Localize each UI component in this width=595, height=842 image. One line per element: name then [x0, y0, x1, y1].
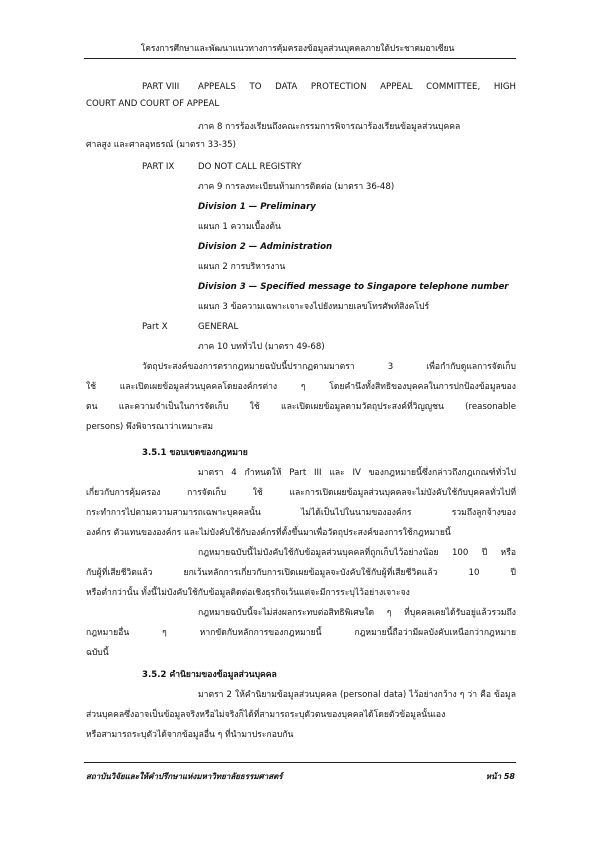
footer-rule	[84, 762, 516, 763]
paragraph-line: ฉบับนี้	[86, 648, 109, 658]
part8-label: PART VIII	[142, 82, 180, 92]
part9-title: DO NOT CALL REGISTRY	[198, 162, 302, 172]
partx-thai: ภาค 10 บททั่วไป (มาตรา 49-68)	[198, 342, 325, 352]
division2-en: Division 2 — Administration	[198, 242, 333, 252]
part8-title-cont: COURT AND COURT OF APPEAL	[86, 99, 220, 109]
purpose-line: วัตถุประสงค์ของการตรากฎหมายฉบับนี้ปรากฏตามมาตรา 3 เพื่อกำกับดูแลการจัดเก็บ	[142, 362, 516, 372]
part9-label: PART IX	[142, 162, 175, 172]
paragraph-line: หรือสามารถระบุตัวได้จากข้อมูลอื่น ๆ ที่นำมาประกอบกัน	[86, 730, 294, 740]
paragraph-line: องค์กร ตัวแทนขององค์กร และไม่บังคับใช้กับองค์กรที่ตั้งขึ้นมาเพื่อวัตถุประสงค์ของการใช้กฎหมายนี้	[86, 528, 451, 538]
part8-thai-cont: ศาลสูง และศาลอุทธรณ์ (มาตรา 33-35)	[86, 140, 237, 150]
division3-en: Division 3 — Specified message to Singapore telephone number	[198, 282, 509, 292]
purpose-line: ใช้ และเปิดเผยข้อมูลส่วนบุคคลโดยองค์กรต่าง ๆ โดยคำนึงทั้งสิทธิของบุคคลในการปกป้องข้อมูลของ	[86, 382, 516, 392]
division1-th: แผนก 1 ความเบื้องต้น	[198, 222, 281, 232]
partx-label: Part X	[142, 322, 168, 332]
running-header: โครงการศึกษาและพัฒนาแนวทางการคุ้มครองข้อมูลส่วนบุคคลภายใต้ประชาคมอาเซียน	[140, 44, 455, 54]
purpose-line: ตน และความจำเป็นในการจัดเก็บ ใช้ และเปิดเผยข้อมูลตามวัตถุประสงค์ที่วิญญูชน (reasonable	[86, 402, 516, 412]
purpose-line: persons) พึงพิจารณาว่าเหมาะสม	[86, 422, 214, 432]
part8-thai: ภาค 8 การร้องเรียนถึงคณะกรรมการพิจารณาร้องเรียนข้อมูลส่วนบุคคล	[198, 122, 461, 132]
division1-en: Division 1 — Preliminary	[198, 202, 316, 212]
partx-title: GENERAL	[198, 322, 239, 332]
division3-th: แผนก 3 ข้อความเฉพาะเจาะจงไปยังหมายเลขโทรศัพท์สิงคโปร์	[198, 302, 430, 312]
paragraph-line: ส่วนบุคคลซึ่งอาจเป็นข้อมูลจริงหรือไม่จริงก็ได้ที่สามารถระบุตัวตนของบุคคลได้โดยตัวข้อมูลนั้นเอง	[86, 710, 446, 720]
paragraph-line: กฎหมายอื่น ๆ หากขัดกับหลักการของกฎหมายนี้ กฎหมายนี้ถือว่ามีผลบังคับเหนือกว่ากฎหมาย	[86, 628, 516, 638]
header-rule	[84, 58, 516, 59]
paragraph-line: มาตรา 2 ให้คำนิยามข้อมูลส่วนบุคคล (personal data) ไว้อย่างกว้าง ๆ ว่า คือ ข้อมูล	[198, 690, 516, 700]
paragraph-line: กฎหมายฉบับนี้ไม่บังคับใช้กับข้อมูลส่วนบุคคลที่ถูกเก็บไว้อย่างน้อย 100 ปี หรือ	[198, 548, 516, 558]
part9-thai: ภาค 9 การลงทะเบียนห้ามการติดต่อ (มาตรา 36-48)	[198, 182, 395, 192]
part8-title: APPEALS TO DATA PROTECTION APPEAL COMMITTEE, HIGH	[198, 82, 516, 92]
paragraph-line: กับผู้ที่เสียชีวิตแล้ว ยกเว้นหลักการเกี่ยวกับการเปิดเผยข้อมูลจะบังคับใช้กับผู้ที่เสียชีวิตแล้ว 10 ปี	[86, 568, 516, 578]
section-heading: 3.5.1 ขอบเขตของกฎหมาย	[142, 448, 248, 458]
footer-institute: สถาบันวิจัยและให้คำปรึกษาแห่งมหาวิทยาลัยธรรมศาสตร์	[86, 772, 283, 781]
paragraph-line: กฎหมายฉบับนี้จะไม่ส่งผลกระทบต่อสิทธิพิเศษใด ๆ ที่บุคคลเคยได้รับอยู่แล้วรวมถึง	[198, 608, 516, 618]
paragraph-line: มาตรา 4 กำหนดให้ Part III และ IV ของกฎหมายนี้ซึ่งกล่าวถึงกฎเกณฑ์ทั่วไป	[198, 468, 516, 478]
page-number: หน้า 58	[485, 772, 515, 781]
paragraph-line: กระทำการไปตามความสามารถเฉพาะบุคคลนั้น ไม่ได้เป็นไปในนามขององค์กร รวมถึงลูกจ้างของ	[86, 508, 516, 518]
paragraph-line: หรือต่ำกว่านั้น ทั้งนี้ไม่บังคับใช้กับข้อมูลติดต่อเชิงธุรกิจเว้นแต่จะมีการระบุไว้อย่างเจาะจง	[86, 588, 410, 598]
paragraph-line: เกี่ยวกับการคุ้มครอง การจัดเก็บ ใช้ และการเปิดเผยข้อมูลส่วนบุคคลจะไม่บังคับใช้กับบุคคลทั่วไปที่	[86, 488, 516, 498]
division2-th: แผนก 2 การบริหารงาน	[198, 262, 286, 272]
section-heading: 3.5.2 คำนิยามของข้อมูลส่วนบุคคล	[142, 670, 277, 680]
